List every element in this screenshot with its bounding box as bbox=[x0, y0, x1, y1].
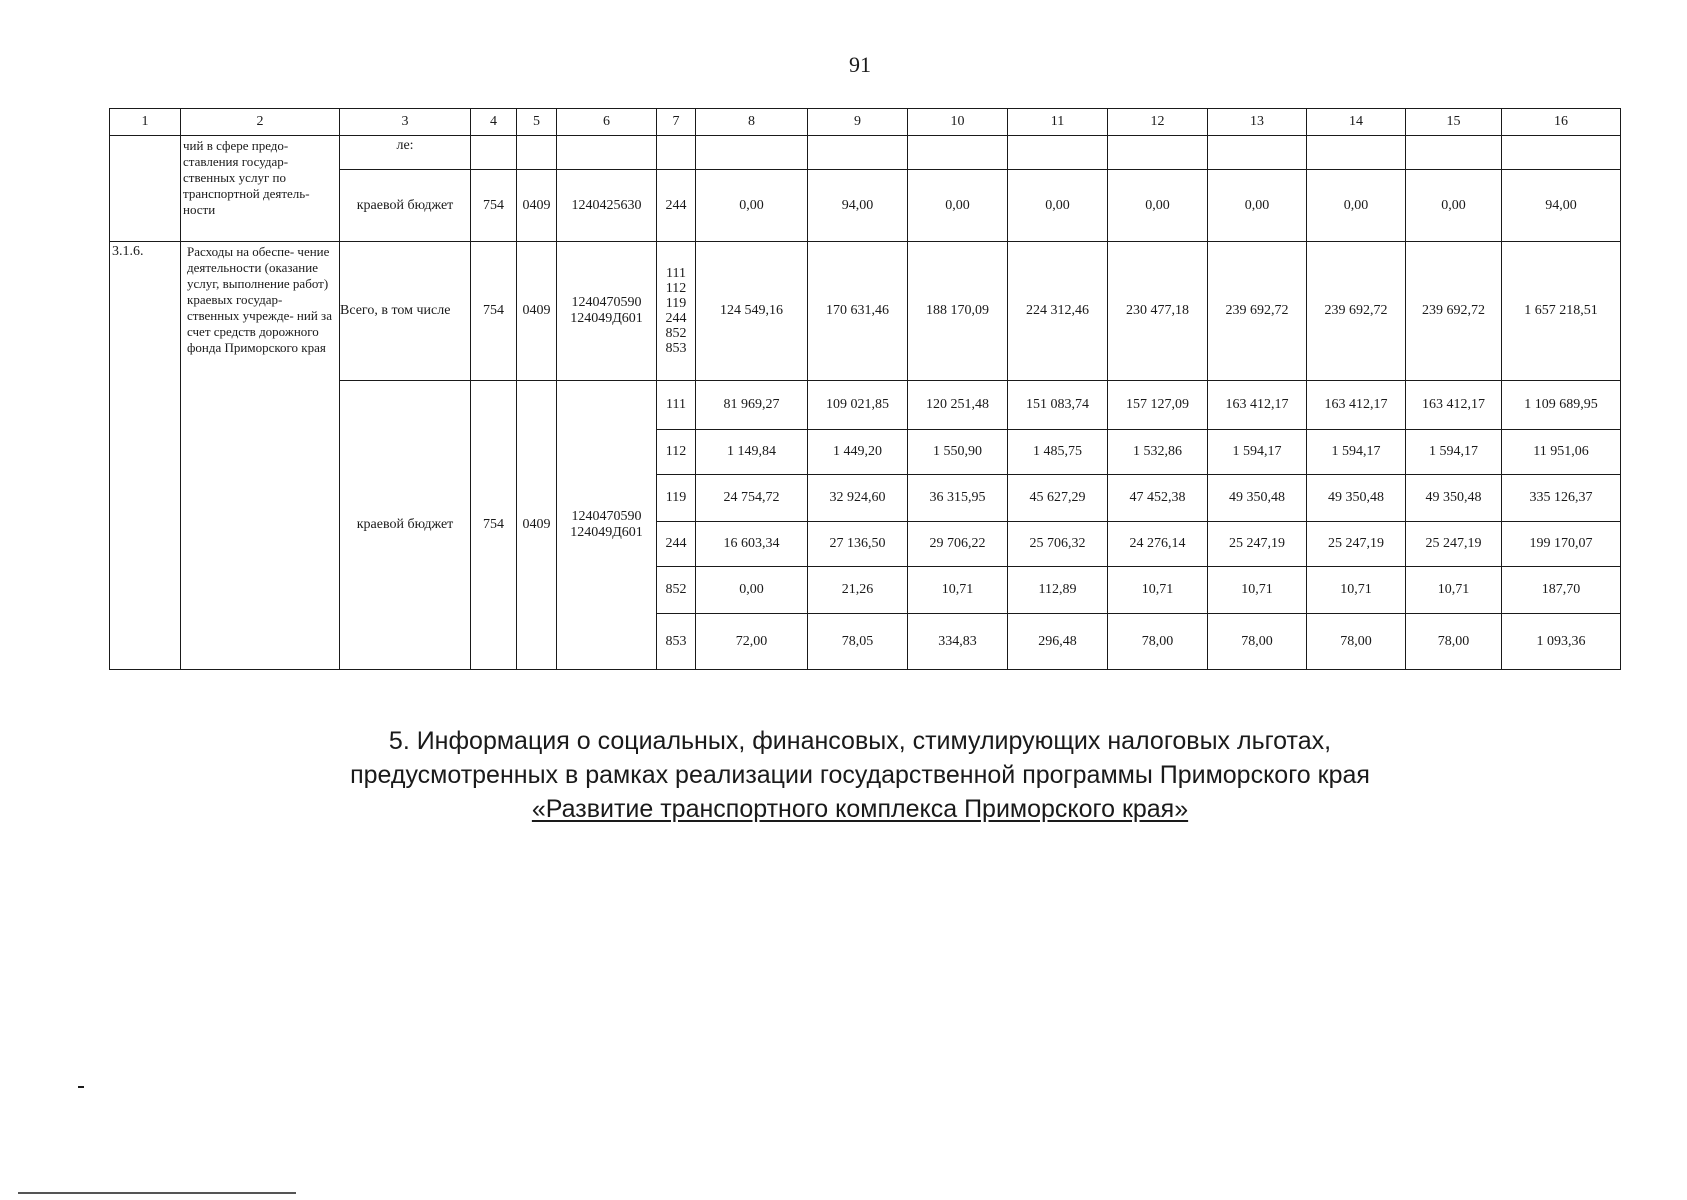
value-cell: 0,00 bbox=[1208, 170, 1307, 242]
value-cell: 27 136,50 bbox=[808, 522, 908, 567]
value-cell: 1 657 218,51 bbox=[1502, 242, 1621, 381]
value-cell: 1 149,84 bbox=[696, 430, 808, 475]
footer-rule bbox=[18, 1192, 296, 1194]
source-cell: Всего, в том числе bbox=[340, 242, 471, 381]
value-cell: 72,00 bbox=[696, 614, 808, 670]
value-cell: 78,00 bbox=[1108, 614, 1208, 670]
value-cell: 78,00 bbox=[1208, 614, 1307, 670]
column-header: 5 bbox=[517, 109, 557, 136]
column-header: 8 bbox=[696, 109, 808, 136]
column-header: 2 bbox=[181, 109, 340, 136]
kosgu-cell: 111 112 119 244 852 853 bbox=[657, 242, 696, 381]
value-cell: 1 109 689,95 bbox=[1502, 381, 1621, 430]
table-row bbox=[110, 136, 1621, 170]
value-cell: 0,00 bbox=[696, 567, 808, 614]
value-cell: 239 692,72 bbox=[1307, 242, 1406, 381]
code-cell: 754 bbox=[471, 381, 517, 670]
column-header: 14 bbox=[1307, 109, 1406, 136]
kosgu-cell: 853 bbox=[657, 614, 696, 670]
value-cell: 25 247,19 bbox=[1307, 522, 1406, 567]
section-heading-line: предусмотренных в рамках реализации государственной программы Приморского края bbox=[350, 761, 1370, 789]
value-cell: 0,00 bbox=[908, 170, 1008, 242]
budget-table bbox=[109, 108, 1621, 670]
column-header: 16 bbox=[1502, 109, 1621, 136]
value-cell: 0,00 bbox=[696, 170, 808, 242]
value-cell: 1 594,17 bbox=[1406, 430, 1502, 475]
code-cell: 0409 bbox=[517, 381, 557, 670]
header-row bbox=[110, 109, 1621, 136]
code-cell: 1240425630 bbox=[557, 170, 657, 242]
code-cell: 1240470590 124049Д601 bbox=[557, 381, 657, 670]
column-header: 13 bbox=[1208, 109, 1307, 136]
value-cell: 32 924,60 bbox=[808, 475, 908, 522]
value-cell: 16 603,34 bbox=[696, 522, 808, 567]
kosgu-cell: 111 bbox=[657, 381, 696, 430]
value-cell: 29 706,22 bbox=[908, 522, 1008, 567]
value-cell: 10,71 bbox=[1406, 567, 1502, 614]
value-cell: 47 452,38 bbox=[1108, 475, 1208, 522]
kosgu-cell: 244 bbox=[657, 170, 696, 242]
value-cell: 10,71 bbox=[1208, 567, 1307, 614]
value-cell: 36 315,95 bbox=[908, 475, 1008, 522]
value-cell: 10,71 bbox=[1108, 567, 1208, 614]
column-header: 12 bbox=[1108, 109, 1208, 136]
value-cell: 1 550,90 bbox=[908, 430, 1008, 475]
value-cell: 94,00 bbox=[1502, 170, 1621, 242]
value-cell: 25 247,19 bbox=[1406, 522, 1502, 567]
value-cell: 187,70 bbox=[1502, 567, 1621, 614]
table-row bbox=[110, 242, 1621, 381]
value-cell: 78,00 bbox=[1406, 614, 1502, 670]
value-cell: 25 247,19 bbox=[1208, 522, 1307, 567]
column-header: 7 bbox=[657, 109, 696, 136]
value-cell: 24 754,72 bbox=[696, 475, 808, 522]
value-cell: 49 350,48 bbox=[1406, 475, 1502, 522]
item-label-cell: Расходы на обеспе- чение деятельности (оказание услуг, выполнение работ) краевых государ- ственных учрежде- ний за счет средств дорожного фонда Приморского края bbox=[181, 242, 340, 670]
value-cell: 151 083,74 bbox=[1008, 381, 1108, 430]
value-cell: 296,48 bbox=[1008, 614, 1108, 670]
value-cell: 157 127,09 bbox=[1108, 381, 1208, 430]
item-number-cell bbox=[110, 136, 181, 242]
kosgu-cell: 852 bbox=[657, 567, 696, 614]
value-cell: 11 951,06 bbox=[1502, 430, 1621, 475]
value-cell: 224 312,46 bbox=[1008, 242, 1108, 381]
column-header: 15 bbox=[1406, 109, 1502, 136]
source-cell: краевой бюджет bbox=[340, 381, 471, 670]
value-cell: 1 093,36 bbox=[1502, 614, 1621, 670]
kosgu-cell: 119 bbox=[657, 475, 696, 522]
program-title: «Развитие транспортного комплекса Приморского края» bbox=[531, 795, 1189, 823]
column-header: 1 bbox=[110, 109, 181, 136]
value-cell: 239 692,72 bbox=[1406, 242, 1502, 381]
value-cell: 188 170,09 bbox=[908, 242, 1008, 381]
value-cell: 1 485,75 bbox=[1008, 430, 1108, 475]
value-cell: 335 126,37 bbox=[1502, 475, 1621, 522]
value-cell: 163 412,17 bbox=[1406, 381, 1502, 430]
value-cell: 170 631,46 bbox=[808, 242, 908, 381]
value-cell: 49 350,48 bbox=[1208, 475, 1307, 522]
source-cell: краевой бюджет bbox=[340, 170, 471, 242]
value-cell: 163 412,17 bbox=[1307, 381, 1406, 430]
column-header: 6 bbox=[557, 109, 657, 136]
value-cell: 78,00 bbox=[1307, 614, 1406, 670]
item-number-cell: 3.1.6. bbox=[110, 242, 181, 670]
code-cell: 754 bbox=[471, 242, 517, 381]
value-cell: 81 969,27 bbox=[696, 381, 808, 430]
value-cell: 10,71 bbox=[1307, 567, 1406, 614]
column-header: 3 bbox=[340, 109, 471, 136]
value-cell: 163 412,17 bbox=[1208, 381, 1307, 430]
value-cell: 230 477,18 bbox=[1108, 242, 1208, 381]
value-cell: 1 449,20 bbox=[808, 430, 908, 475]
column-header: 9 bbox=[808, 109, 908, 136]
value-cell: 0,00 bbox=[1307, 170, 1406, 242]
value-cell: 1 532,86 bbox=[1108, 430, 1208, 475]
value-cell: 112,89 bbox=[1008, 567, 1108, 614]
value-cell: 24 276,14 bbox=[1108, 522, 1208, 567]
value-cell: 94,00 bbox=[808, 170, 908, 242]
value-cell: 78,05 bbox=[808, 614, 908, 670]
value-cell: 0,00 bbox=[1406, 170, 1502, 242]
value-cell: 0,00 bbox=[1108, 170, 1208, 242]
value-cell: 239 692,72 bbox=[1208, 242, 1307, 381]
value-cell: 199 170,07 bbox=[1502, 522, 1621, 567]
source-cell: ле: bbox=[340, 136, 471, 170]
value-cell: 25 706,32 bbox=[1008, 522, 1108, 567]
code-cell: 0409 bbox=[517, 242, 557, 381]
item-label-cell: чий в сфере предо- ставления государ- ственных услуг по транспортной деятель- ности bbox=[181, 136, 340, 242]
value-cell: 109 021,85 bbox=[808, 381, 908, 430]
value-cell: 10,71 bbox=[908, 567, 1008, 614]
column-header: 11 bbox=[1008, 109, 1108, 136]
value-cell: 45 627,29 bbox=[1008, 475, 1108, 522]
code-cell: 0409 bbox=[517, 170, 557, 242]
value-cell: 1 594,17 bbox=[1208, 430, 1307, 475]
kosgu-cell: 112 bbox=[657, 430, 696, 475]
value-cell: 120 251,48 bbox=[908, 381, 1008, 430]
value-cell: 21,26 bbox=[808, 567, 908, 614]
value-cell: 124 549,16 bbox=[696, 242, 808, 381]
kosgu-cell: 244 bbox=[657, 522, 696, 567]
section-heading bbox=[0, 724, 1687, 826]
code-cell: 754 bbox=[471, 170, 517, 242]
code-cell: 1240470590 124049Д601 bbox=[557, 242, 657, 381]
page-number: 91 bbox=[849, 52, 871, 77]
column-header: 4 bbox=[471, 109, 517, 136]
value-cell: 334,83 bbox=[908, 614, 1008, 670]
value-cell: 1 594,17 bbox=[1307, 430, 1406, 475]
column-header: 10 bbox=[908, 109, 1008, 136]
section-heading-line: 5. Информация о социальных, финансовых, стимулирующих налоговых льготах, bbox=[388, 727, 1332, 755]
value-cell: 0,00 bbox=[1008, 170, 1108, 242]
value-cell: 49 350,48 bbox=[1307, 475, 1406, 522]
margin-mark bbox=[78, 1086, 84, 1088]
